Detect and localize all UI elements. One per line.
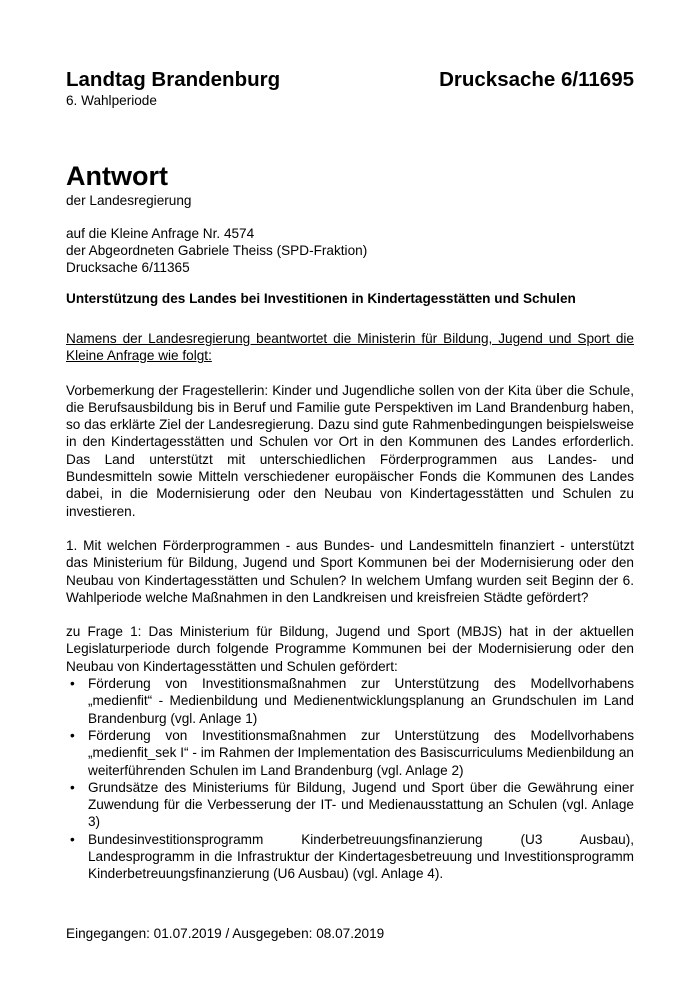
bullet-icon: • xyxy=(70,727,75,743)
bullet-icon: • xyxy=(70,831,75,847)
bullet-icon: • xyxy=(70,779,75,795)
list-item-text: Förderung von Investitionsmaßnahmen zur Unterstützung des Modellvorhabens „medienfit_sek I“ - im Rahmen der Implementation des Basiscurriculums Medienbildung an weiterführenden Schulen im Land Brandenburg (vgl. Anlage 2) xyxy=(88,727,634,778)
document-subtitle: der Landesregierung xyxy=(66,193,192,208)
intro-paragraph: Namens der Landesregierung beantwortet die Ministerin für Bildung, Jugend und Sport die Kleine Anfrage wie folgt: xyxy=(66,331,634,364)
list-item-text: Grundsätze des Ministeriums für Bildung, Jugend und Sport über die Gewährung einer Zuwendung für die Verbesserung der IT- und Medienausstattung an Schulen (vgl. Anlage 3) xyxy=(88,779,634,830)
answer-1: zu Frage 1: Das Ministerium für Bildung, Jugend und Sport (MBJS) hat in der aktuellen Legislaturperiode durch folgende Programme Kommunen bei der Modernisierung oder den Neubau von Kindertagesstätten und Schulen gefördert: xyxy=(66,624,634,674)
list-item xyxy=(70,727,634,779)
document-title: Antwort xyxy=(66,161,168,191)
document-body xyxy=(66,330,634,883)
inquiry-number: auf die Kleine Anfrage Nr. 4574 xyxy=(66,226,255,241)
bullet-icon: • xyxy=(70,676,75,692)
inquiry-reference xyxy=(66,225,634,277)
publication-dates: Eingegangen: 01.07.2019 / Ausgegeben: 08.07.2019 xyxy=(66,926,385,941)
title-block xyxy=(66,160,634,209)
list-item xyxy=(70,831,634,883)
header-row xyxy=(66,68,634,92)
question-1: 1. Mit welchen Förderprogrammen - aus Bundes- und Landesmitteln finanziert - unterstützt das Ministerium für Bildung, Jugend und Sport Kommunen bei der Modernisierung oder den Neubau von Kindertagesstätten und Schulen? In welchem Umfang wurden seit Beginn der 6. Wahlperiode welche Maßnahmen in den Landkreisen und kreisfreien Städte gefördert? xyxy=(66,537,634,605)
document-number: Drucksache 6/11695 xyxy=(439,68,634,91)
subject-heading: Unterstützung des Landes bei Investitionen in Kindertagesstätten und Schulen xyxy=(66,291,576,306)
parliament-name: Landtag Brandenburg xyxy=(66,68,281,91)
list-item xyxy=(70,675,634,727)
list-item-text: Förderung von Investitionsmaßnahmen zur Unterstützung des Modellvorhabens „medienfit“ - Medienbildung und Medienentwicklungsplanung an Grundschulen im Land Brandenburg (vgl. Anlage 1) xyxy=(88,676,634,726)
inquiry-document: Drucksache 6/11365 xyxy=(66,260,190,276)
program-list xyxy=(66,675,634,883)
inquiry-author: der Abgeordneten Gabriele Theiss (SPD-Fraktion) xyxy=(66,243,368,259)
list-item-text: Bundesinvestitionsprogramm Kinderbetreuungsfinanzierung (U3 Ausbau), Landesprogramm in die Infrastruktur der Kindertagesbetreuung und Investitionsprogramm Kinderbetreuungsfinanzierung (U6 Ausbau) (vgl. Anlage 4). xyxy=(88,831,634,882)
preliminary-remark: Vorbemerkung der Fragestellerin: Kinder und Jugendliche sollen von der Kita über die Schule, die Berufsausbildung bis in Beruf und Familie gute Perspektiven im Land Brandenburg haben, so das erklärte Ziel der Landesregierung. Dazu sind gute Rahmenbedingungen beispielsweise in den Kindertagesstätten und Schulen vor Ort in den Kommunen des Landes erforderlich. Das Land unterstützt mit unterschiedlichen Förderprogrammen aus Landes- und Bundesmitteln sowie Mitteln verschiedener europäischer Fonds die Kommunen des Landes dabei, in die Modernisierung oder den Neubau von Kindertagesstätten und Schulen zu investieren. xyxy=(66,382,634,519)
legislative-period: 6. Wahlperiode xyxy=(66,93,157,108)
list-item xyxy=(70,779,634,831)
document-header xyxy=(66,68,634,109)
